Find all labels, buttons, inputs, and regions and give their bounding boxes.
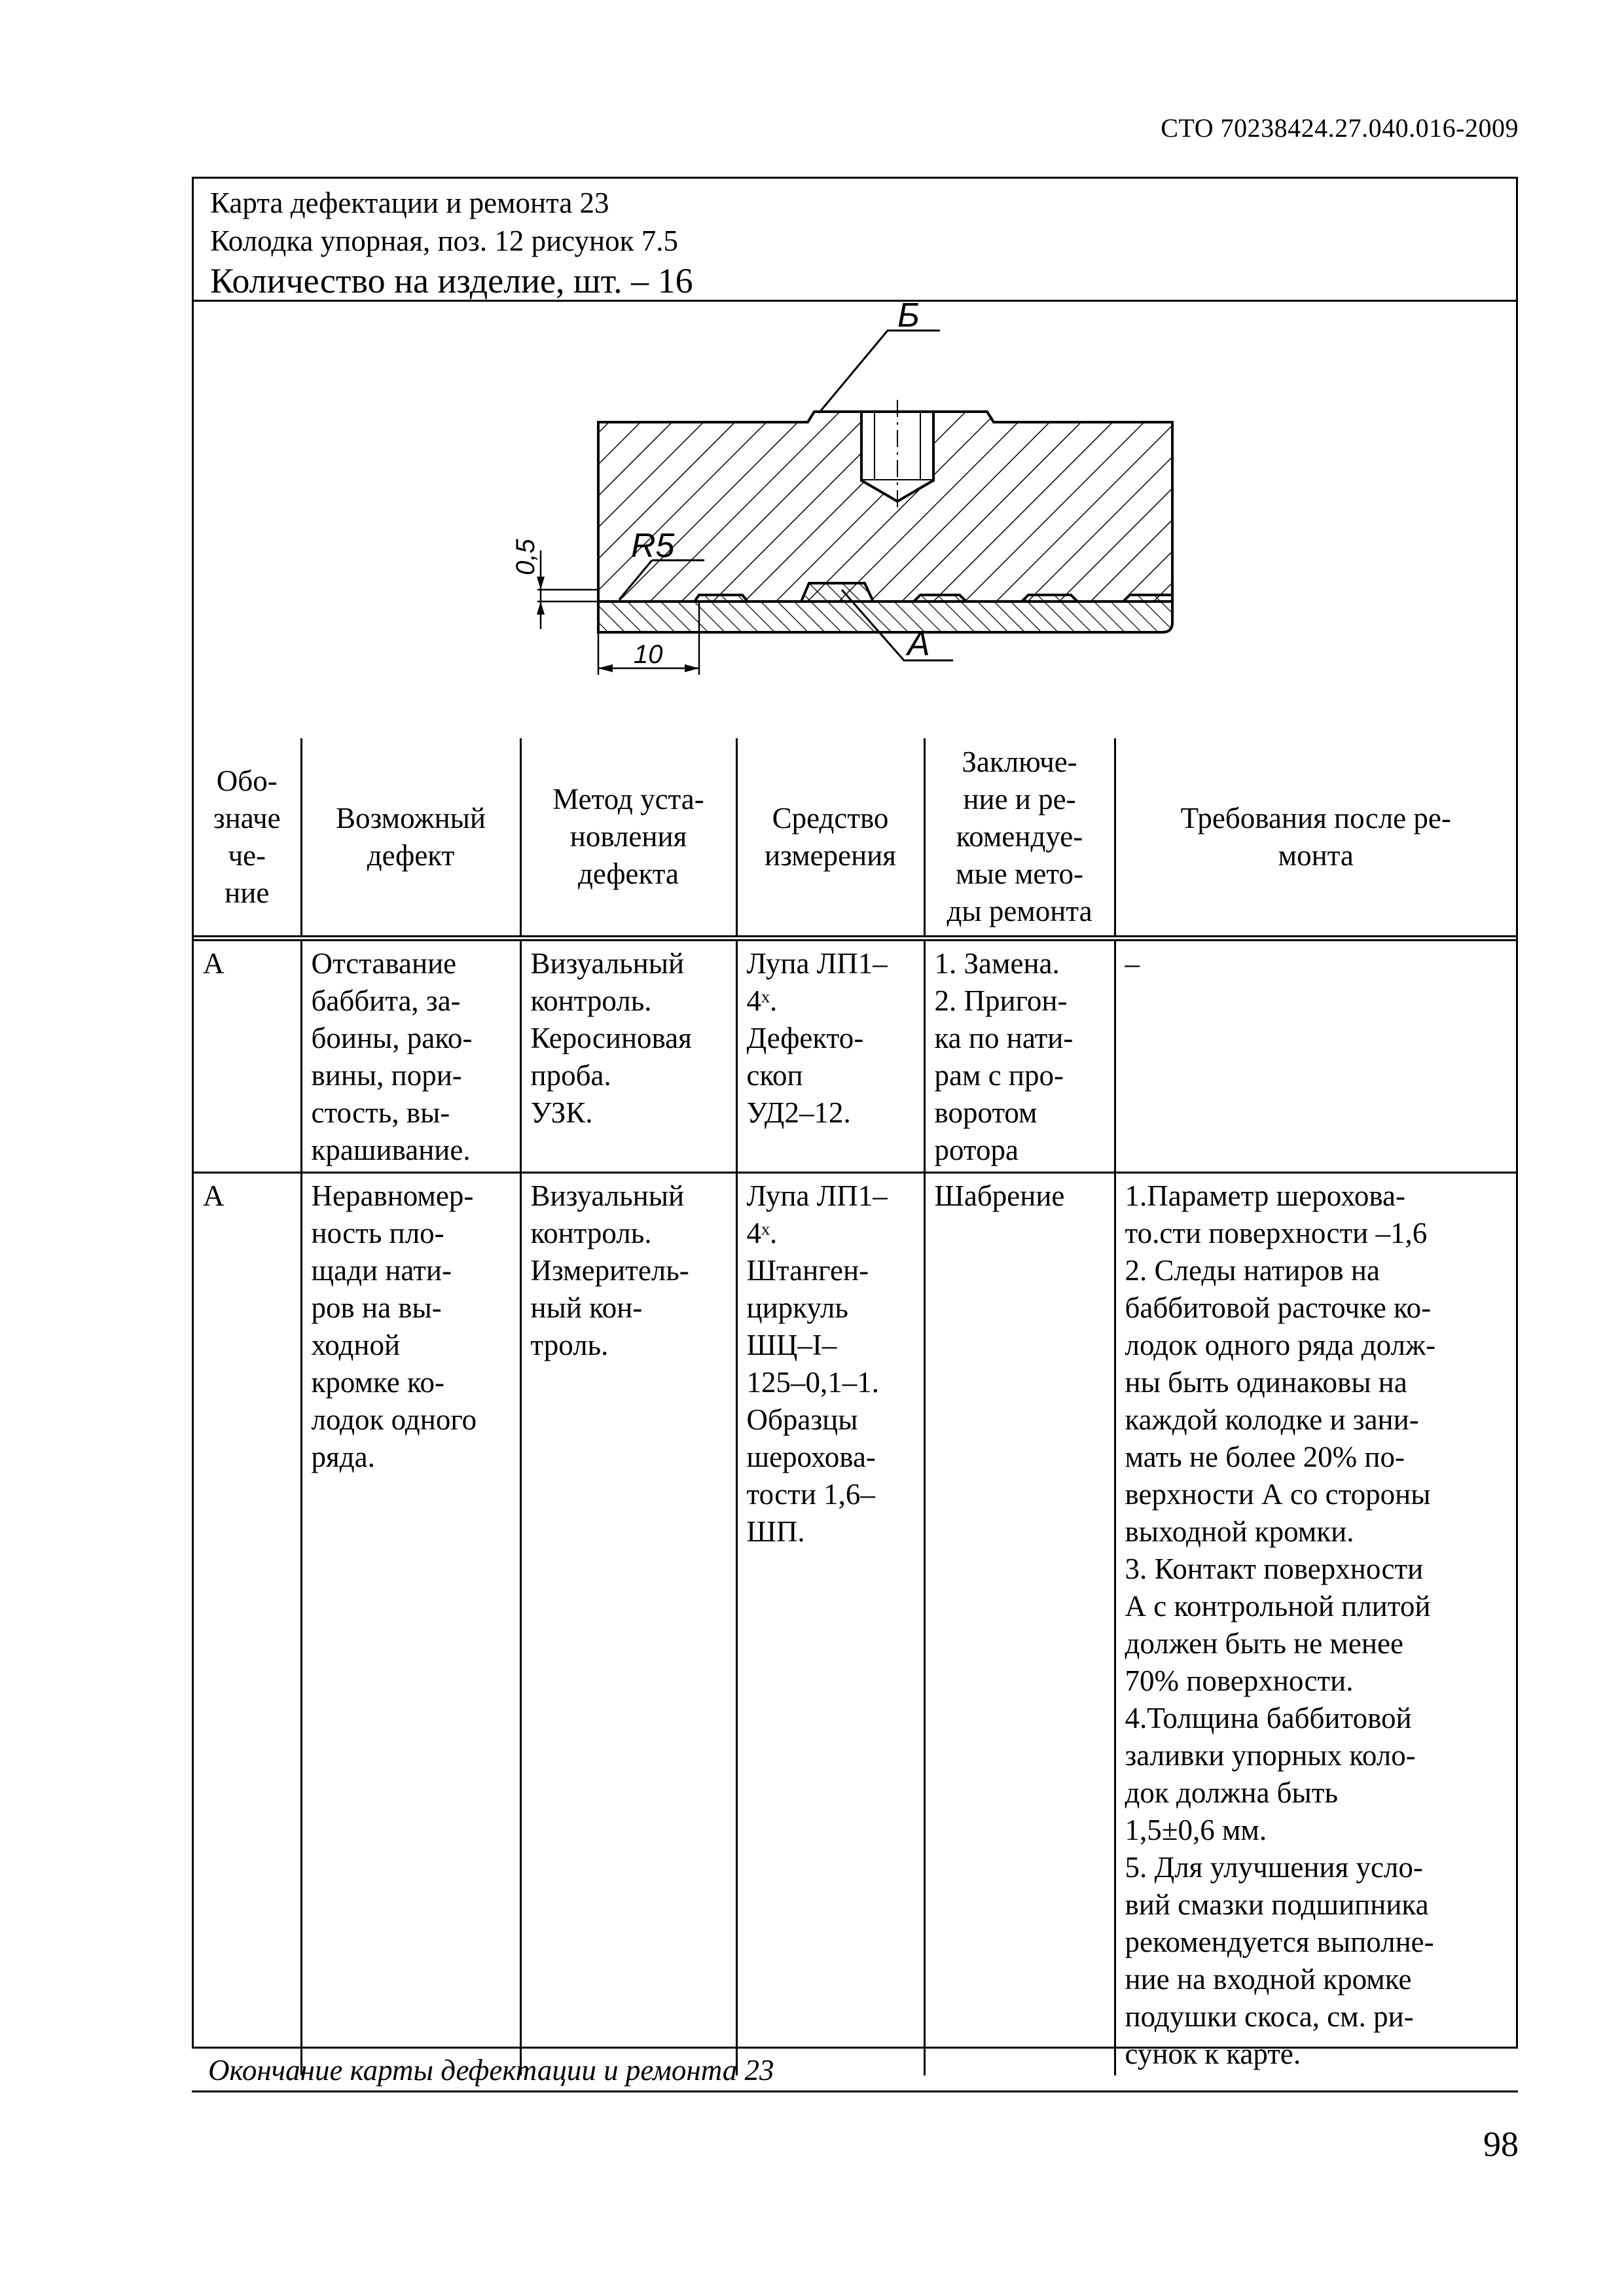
header-designation: Обо- значе че- ние (194, 738, 301, 939)
cell-defect: Неравномер- ность пло- щади нати- ров на вы- ходной кромке ко- лодок одного ряда. (301, 1173, 520, 2076)
cell-requirements: – (1115, 939, 1516, 1173)
cell-conclusion: 1. Замена. 2. Пригон- ка по нати- рам с про- воротом ротора (924, 939, 1115, 1173)
header-method: Метод уста- новления дефекта (520, 738, 736, 939)
card-header (194, 179, 1516, 302)
cell-means: Лупа ЛП1– 4ˣ. Штанген- циркуль ШЦ–I– 125–0,1–1. Образцы шерохова- тости 1,6– ШП. (736, 1173, 924, 2076)
label-a: А (907, 625, 930, 663)
cell-designation: А (194, 1173, 301, 2076)
cell-conclusion: Шабрение (924, 1173, 1115, 2076)
label-r5: R5 (631, 527, 675, 565)
header-defect: Возможный дефект (301, 738, 520, 939)
dim-10: 10 (634, 640, 663, 669)
leader-b (819, 331, 940, 413)
cell-defect: Отставание баббита, за- боины, рако- вины, пори- стость, вы- крашивание. (301, 939, 520, 1173)
label-b: Б (897, 302, 920, 334)
document-code: СТО 70238424.27.040.016-2009 (1161, 113, 1519, 143)
cell-method: Визуальный контроль. Керосиновая проба. УЗК. (520, 939, 736, 1173)
cell-means: Лупа ЛП1– 4ˣ. Дефекто- скоп УД2–12. (736, 939, 924, 1173)
header-requirements: Требования после ре- монта (1115, 738, 1516, 939)
table-row (194, 939, 1516, 1173)
page-number: 98 (1483, 2125, 1519, 2164)
part-drawing (194, 302, 1516, 738)
drawing-svg (194, 302, 1516, 738)
table-row (194, 1173, 1516, 2076)
header-means: Средство измерения (736, 738, 924, 939)
header-conclusion: Заключе- ние и ре- комендуе- мые мето- ды ремонта (924, 738, 1115, 939)
card-title: Карта дефектации и ремонта 23 (210, 187, 609, 219)
card-part: Колодка упорная, поз. 12 рисунок 7.5 (210, 224, 678, 257)
card-quantity: Количество на изделие, шт. – 16 (210, 261, 693, 300)
defects-table (194, 738, 1516, 2075)
cell-method: Визуальный контроль. Измеритель- ный кон- троль. (520, 1173, 736, 2076)
defect-card (192, 177, 1518, 2070)
table-header-row (194, 738, 1516, 939)
cell-designation: А (194, 939, 301, 1173)
card-end-note: Окончание карты дефектации и ремонта 23 (192, 2051, 1518, 2092)
cell-requirements: 1.Параметр шерохова- то.сти поверхности –1,6 2. Следы натиров на баббитовой расточке ко- лодок одного ряда долж- ны быть одинаковы на каждой колодке и зани- мать не более 20% по- верхности А со стороны выходной кромки. 3. Контакт поверхности А с контрольной плитой должен быть не менее 70% поверхности. 4.Толщина баббитовой заливки упорных коло- док должна быть 1,5±0,6 мм. 5. Для улучшения усло- вий смазки подшипника рекомендуется выполне- ние на входной кромке подушки скоса, см. ри- сунок к карте. (1115, 1173, 1516, 2076)
dim-0-5: 0,5 (511, 539, 540, 575)
